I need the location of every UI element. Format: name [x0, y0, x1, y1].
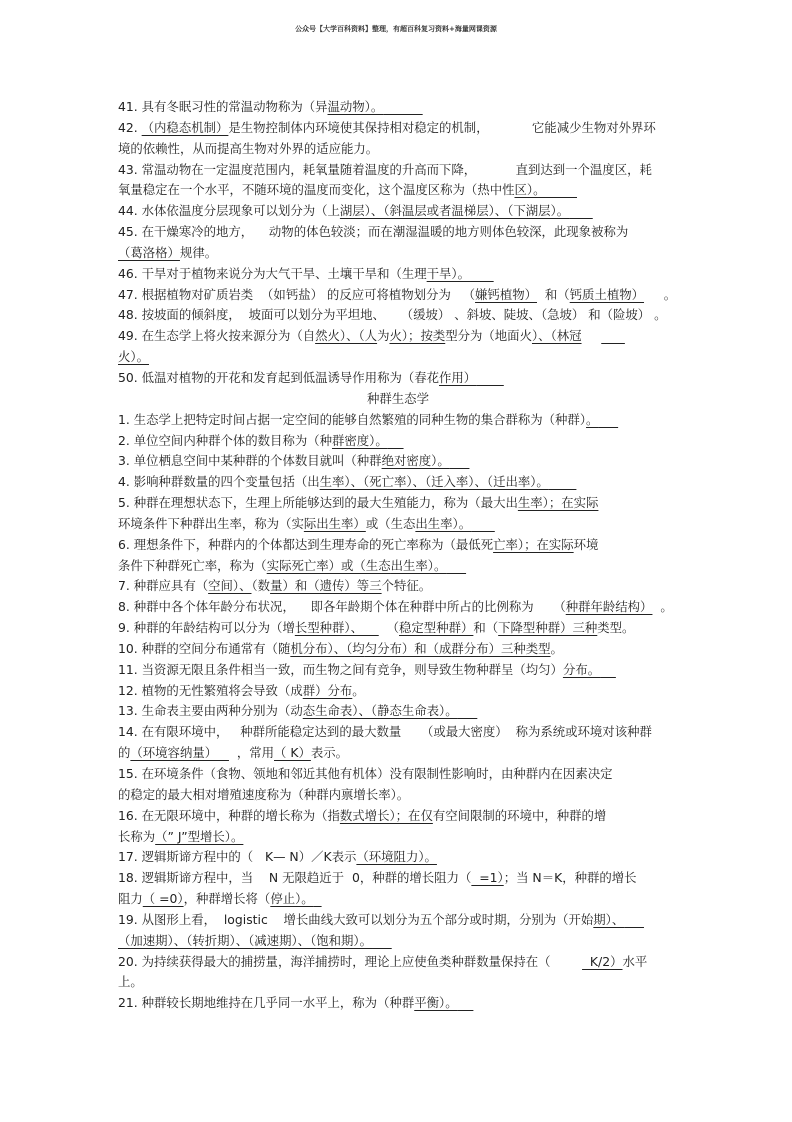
line-text: 有空间限制的环境中，种群的增 [432, 807, 607, 823]
answer-blank: 群分布）三种类型 [451, 640, 551, 656]
text-line [118, 618, 678, 639]
answer-blank [569, 203, 593, 218]
line-text: 15. 在环境条件（食物、领地和邻近其他有机体）没有限制性影响时，由种群内在因素决定 [118, 766, 613, 781]
answer-blank [624, 912, 644, 927]
text-line [118, 305, 678, 326]
answer-blank: 下降型种群）三种 [498, 620, 598, 636]
answer-blank: 生率）；在实际 [517, 495, 599, 511]
section-heading [118, 389, 678, 410]
answer-blank: 干旱）。 [426, 265, 471, 281]
answer-blank [372, 933, 392, 948]
line-text: 种群生态学 [367, 390, 429, 406]
line-text: 。 [550, 640, 563, 656]
text-line [118, 910, 678, 931]
answer-blank [458, 703, 478, 718]
answer-blank: 然火）、（人 [315, 328, 378, 344]
text-line [118, 180, 678, 201]
answer-blank: 转折期）、（ [192, 932, 255, 948]
line-text: 11. 当资源无限且条件相当一致，而生物之间有竞争，则导致生物种群呈（均匀） [118, 661, 563, 677]
answer-blank: 机分布）、（均 [290, 640, 365, 656]
line-text: 18. 逻辑斯谛方程中，当 N 无限趋近于 0，种群的增长阻力（ [118, 870, 472, 886]
line-text: 10. 种群的空间分布通常有（随 [118, 640, 291, 656]
text-line [118, 97, 678, 118]
line-text: 19. 从图形上看， logistic 增长曲线大致可以划分为五个部分或时期，分别为（开始 [118, 911, 594, 927]
line-text: 41. 具有冬眠习性的常温动物称为（异 [118, 99, 328, 114]
line-text: ；当 N＝K，种群的增长 [503, 870, 637, 886]
text-line [118, 847, 678, 868]
line-text: 7. 种群应具有（ [118, 578, 209, 594]
line-text: 。 [652, 599, 673, 615]
text-line [118, 952, 678, 973]
answer-blank: ）、（林冠 [531, 328, 582, 344]
text-line [118, 201, 678, 222]
answer-blank [470, 266, 494, 281]
text-line [118, 931, 678, 952]
answer-blank: 减速期）、（ [254, 932, 317, 948]
line-text: 境的依赖性，从而提高生物对外界的适应能力。 [118, 140, 379, 156]
line-text: （数 [251, 578, 271, 594]
answer-blank: 绝对密度）。 [381, 453, 450, 469]
line-text: 14. 在有限环境中， 种群所能稳定达到的最大数量 （或最大密度） 称为系统或环境对该种群 [118, 724, 652, 740]
line-text: 17. 逻辑斯谛方程中的（ K— N）／K表示 [118, 849, 357, 865]
line-text: 5. 种群在理想状态下，生理上所能够达到的最大生殖能力，称为（最大出 [118, 495, 518, 511]
text-line [118, 722, 678, 743]
answer-blank [549, 474, 577, 489]
line-text: 49. 在生态学上将火按来源分为（自 [118, 328, 316, 344]
answer-blank: 温动物）。 [327, 99, 384, 114]
line-text: 3. 单位栖息空间中某种群的个体数目就叫（种群 [118, 453, 382, 469]
answer-blank [314, 891, 322, 906]
text-line [118, 660, 678, 681]
line-text: 2. 单位空间内种群个体的数目称为（种 [118, 432, 333, 448]
line-text: 。 [644, 286, 677, 302]
answer-blank: 期）、 [593, 911, 625, 927]
line-text: 或（生态 [365, 515, 416, 531]
line-text: 和（ [473, 620, 499, 636]
answer-blank: 匀分布）和（成 [364, 640, 452, 656]
text-line [118, 535, 678, 556]
line-text: 长称为 [118, 828, 156, 844]
answer-blank: 出生率）。 [415, 515, 472, 531]
answer-blank: （环境容纳量） [130, 745, 229, 761]
line-text: 47. 根据植物对矿质岩类 （如钙盐） 的反应可将植物划分为 （ [118, 286, 476, 302]
text-line [118, 326, 678, 347]
answer-blank: 生率）、（死亡率）、（迁入率）、（迁出率）。 [319, 474, 549, 490]
answer-blank: （ K） [274, 745, 311, 761]
answer-blank: 嫌钙植物） [475, 286, 537, 302]
line-text: 类型。 [597, 620, 635, 636]
text-line [118, 681, 678, 702]
answer-blank: 态生命表）、（静态生命表）。 [302, 703, 458, 719]
text-line [118, 889, 678, 910]
text-line [118, 764, 678, 785]
line-text: 8. 种群中各个体年龄分布状况， 即各年龄期个体在种群中所占的比例称为 （ [118, 599, 566, 615]
line-text: 环境 [573, 536, 599, 552]
line-text: 9. 种群的年龄结构可以分为（增 [118, 620, 295, 636]
text-line [118, 410, 678, 431]
text-line [118, 118, 678, 139]
text-line [118, 597, 678, 618]
line-text: 16. 在无限环境中，种群的增长称为（指 [118, 807, 340, 823]
line-text: 型分为（地面火 [445, 328, 532, 344]
line-text: 是生物控制体内环境使其保持相对稳定的机制， 它能减少生物对外界环 [228, 119, 656, 135]
answer-blank [600, 662, 616, 677]
line-text: 12. 植物的无性繁殖将会导致（成 [118, 682, 303, 698]
answer-blank [450, 453, 470, 468]
line-text: （ [378, 620, 400, 636]
text-line [118, 785, 678, 806]
line-text [582, 328, 602, 343]
answer-blank: 停止）。 [270, 891, 314, 907]
answer-blank: 区）。 [514, 182, 546, 198]
line-text: 20. 为持续获得最大的捕捞量，海洋捕捞时，理论上应使鱼类种群数量保持在（ [118, 953, 583, 969]
text-line [118, 556, 678, 577]
answer-blank: 火）。 [118, 349, 149, 365]
line-text: 阻力 [118, 891, 143, 907]
text-line [118, 139, 678, 160]
text-line [118, 743, 678, 764]
line-text: 46. 干旱对于植物来说分为大气干旱、土壤干旱和（生理 [118, 265, 427, 281]
line-text: 规律。 [179, 244, 218, 260]
text-line [118, 972, 678, 993]
text-line [118, 868, 678, 889]
text-line [118, 222, 678, 243]
line-text: ，种群增长将（ [183, 891, 271, 907]
line-text: 4. 影响种群数量的四个变量包括（出 [118, 474, 320, 490]
line-text: 氧量稳定在一个水平，不随环境的温度而变化，这个温度区称为（热中性 [118, 182, 515, 198]
line-text: 13. 生命表主要由两种分别为（动 [118, 703, 303, 719]
answer-blank: （环境阻力）。 [356, 849, 437, 865]
line-text: 的稳定的最大相对增殖速度称为（种群内禀增长率）。 [118, 786, 410, 802]
line-text: 的 [118, 745, 131, 761]
line-text: 6. 理想条件下，种群内的个体都达到生理寿命的死亡率称为（最低死 [118, 536, 494, 552]
answer-blank: 钙质土植物） [569, 286, 645, 302]
answer-blank: 际出生率） [303, 515, 366, 531]
text-line [118, 576, 678, 597]
answer-blank [446, 558, 466, 573]
text-line [118, 993, 678, 1014]
answer-blank: 数式增长）；在仅 [339, 807, 433, 823]
line-text: 48. 按坡面的倾斜度， 坡面可以划分为平坦地、 （缓坡） 、斜坡、陡坡、（急坡） 和（险坡） 。 [118, 307, 667, 323]
line-text: 21. 种群较长期地维持在几乎同一水平上，称为（种群 [118, 995, 415, 1011]
line-text: 45. 在干燥寒冷的地方， 动物的体色较淡；而在潮湿温暖的地方则体色较深，此现象被称为 [118, 224, 629, 240]
text-line [118, 639, 678, 660]
answer-blank: 稳定型种群） [399, 620, 474, 636]
answer-blank: 饱和期）。 [316, 932, 373, 948]
line-text: 和（ [537, 286, 570, 302]
answer-blank: （ =0） [142, 891, 184, 907]
document-body [118, 97, 678, 1014]
page-header-watermark: 公众号【大学百科资料】整理，有超百科复习资料+海量网课资源 [295, 25, 497, 33]
text-line [118, 493, 678, 514]
text-line [118, 243, 678, 264]
answer-blank: 传）等三 [332, 578, 382, 594]
answer-blank: 火）；按类 [389, 328, 446, 344]
line-text: 43. 常温动物在一定温度范围内，耗氧量随着温度的升高而下降， 直到达到一个温度区，耗 [118, 161, 652, 177]
line-text: 上。 [118, 974, 143, 990]
line-text: 44. 水体依温度分层现象可以划分为（上 [118, 203, 340, 219]
answer-blank: 出生率）。 [390, 557, 447, 573]
answer-blank: 群）分布 [302, 682, 353, 698]
line-text: 1. 生态学上把特定时间占据一定空间的能够自然繁殖的同种生物的集合群称为（种群） [118, 411, 587, 427]
text-line [118, 806, 678, 827]
text-line [118, 514, 678, 535]
answer-blank: （加速期）、（ [118, 932, 193, 948]
answer-blank: 亡率）；在实际 [493, 536, 574, 552]
answer-blank: （葛洛格） [118, 244, 180, 260]
answer-blank: 湖层）、（斜温层或者温梯层）、（下湖层）。 [339, 203, 570, 219]
text-line [118, 701, 678, 722]
line-text: 为 [377, 328, 390, 344]
answer-blank [601, 328, 625, 343]
answer-blank [598, 412, 618, 427]
answer-blank: 种群年龄结构） [565, 599, 653, 615]
answer-blank: 作用） [439, 369, 477, 385]
answer-blank: 空间）、 [208, 578, 252, 594]
text-line [118, 368, 678, 389]
text-line [118, 264, 678, 285]
answer-blank [458, 995, 474, 1010]
text-line [118, 347, 678, 368]
answer-blank: 群密度）。 [332, 432, 388, 448]
line-text: 50. 低温对植物的开花和发育起到低温诱导作用称为（春花 [118, 369, 440, 385]
text-line [118, 431, 678, 452]
answer-blank [545, 182, 577, 197]
answer-blank: 长型种群）、 [294, 620, 379, 636]
line-text: 环境条件下种群出生率，称为（实 [118, 515, 304, 531]
answer-blank: =1） [471, 870, 504, 886]
line-text: 42. [118, 119, 142, 135]
text-line [118, 451, 678, 472]
answer-blank [388, 433, 404, 448]
text-line [118, 160, 678, 181]
text-line [118, 827, 678, 848]
answer-blank: 平衡）。 [414, 995, 458, 1011]
line-text: 条件下种群死亡率，称为（ [118, 557, 267, 573]
line-text: 。 [352, 682, 365, 698]
answer-blank [471, 516, 495, 531]
line-text: 水平 [622, 953, 648, 969]
line-text: ，常用 [228, 745, 275, 761]
answer-blank: K/2） [582, 953, 623, 969]
answer-blank [476, 370, 504, 385]
text-line [118, 285, 678, 306]
answer-blank: （内稳态机制） [141, 119, 229, 135]
answer-blank: 分布。 [562, 661, 601, 677]
answer-blank: （” J”型增长）。 [155, 828, 244, 844]
answer-blank [383, 99, 422, 114]
line-text: 表示。 [310, 745, 349, 761]
answer-blank: 实际死亡率）或（生态 [266, 557, 391, 573]
answer-blank: 。 [586, 411, 599, 427]
line-text: 个特征。 [381, 578, 432, 594]
text-line [118, 472, 678, 493]
answer-blank: 量）和（遗 [270, 578, 333, 594]
